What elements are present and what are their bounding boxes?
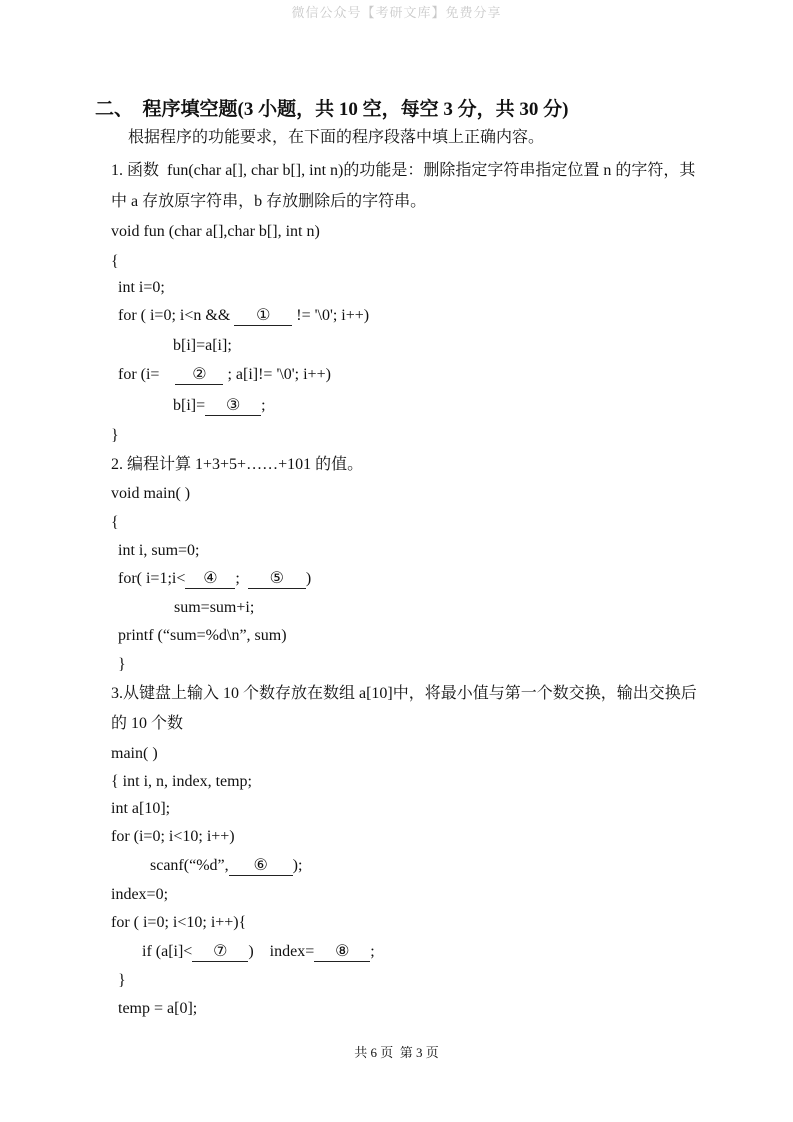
q1-description-line1: 1. 函数 fun(char a[], char b[], int n)的功能是：删除指定字符串指定位置 n 的字符，其 [111, 162, 696, 179]
q3-if-mid: ) index= [248, 943, 315, 960]
q2-printf: printf (“sum=%d\n”, sum) [118, 627, 287, 644]
q3-index-init: index=0; [111, 886, 169, 903]
q3-if-prefix: if (a[i]< [142, 943, 193, 960]
q2-for [118, 569, 311, 589]
q1-code-open-brace: { [111, 253, 119, 270]
q1-code-for2 [118, 365, 331, 385]
q3-scanf-suffix: ); [292, 857, 303, 874]
q2-title: 2. 编程计算 1+3+5+……+101 的值。 [111, 456, 364, 473]
q3-for1: for (i=0; i<10; i++) [111, 828, 235, 845]
blank-8[interactable]: ⑧ [314, 943, 370, 962]
q1-assign2-prefix: b[i]= [173, 397, 206, 414]
q2-main: void main( ) [111, 485, 191, 502]
q2-for-suffix: ) [305, 570, 312, 587]
q1-for2-suffix: ; a[i]!= '\0'; i++) [227, 366, 331, 383]
q3-array-decl: int a[10]; [111, 800, 171, 817]
q3-decl: { int i, n, index, temp; [111, 773, 252, 790]
q3-temp-assign: temp = a[0]; [118, 1000, 198, 1017]
q2-close-brace: } [118, 656, 126, 673]
q1-code-close-brace: } [111, 427, 119, 444]
blank-1[interactable]: ① [234, 307, 292, 326]
blank-5[interactable]: ⑤ [248, 570, 306, 589]
q3-description-line2: 的 10 个数 [111, 715, 184, 732]
page-footer: 共 6 页 第 3 页 [354, 1045, 439, 1060]
q1-for2-prefix: for (i= [118, 366, 160, 383]
q3-scanf-prefix: scanf(“%d”, [150, 857, 229, 874]
q3-close-brace: } [118, 972, 126, 989]
section-title: 二、 程序填空题(3 小题，共 10 空，每空 3 分，共 30 分) [95, 99, 569, 120]
q2-decl: int i, sum=0; [118, 542, 200, 559]
blank-2[interactable]: ② [175, 366, 223, 385]
q1-for1-prefix: for ( i=0; i<n && [118, 307, 231, 324]
q3-description-line1: 3.从键盘上输入 10 个数存放在数组 a[10]中，将最小值与第一个数交换，输出交换后 [111, 685, 697, 702]
q2-open-brace: { [111, 514, 119, 531]
blank-6[interactable]: ⑥ [229, 857, 293, 876]
blank-3[interactable]: ③ [205, 397, 261, 416]
q2-body: sum=sum+i; [174, 599, 255, 616]
blank-4[interactable]: ④ [185, 570, 235, 589]
instruction: 根据程序的功能要求，在下面的程序段落中填上正确内容。 [128, 129, 545, 146]
q3-main: main( ) [111, 745, 158, 762]
blank-7[interactable]: ⑦ [192, 943, 248, 962]
q1-code-assign1: b[i]=a[i]; [173, 337, 232, 354]
watermark: 微信公众号【考研文库】免费分享 [291, 5, 502, 20]
q1-code-assign2: b[i]= ③ ; [173, 397, 266, 414]
q3-scanf [150, 856, 302, 876]
q1-code-for1 [118, 306, 369, 326]
q1-code-signature: void fun (char a[],char b[], int n) [111, 223, 320, 240]
q3-for2: for ( i=0; i<10; i++){ [111, 914, 247, 931]
q3-if [142, 942, 375, 962]
q2-for-prefix: for( i=1;i< [118, 570, 186, 587]
q3-if-suffix: ; [370, 943, 375, 960]
q1-description-line2: 中 a 存放原字符串，b 存放删除后的字符串。 [111, 193, 427, 210]
q1-code-decl: int i=0; [118, 279, 165, 296]
q1-for1-suffix: != '\0'; i++) [296, 307, 370, 324]
q2-for-mid: ; [235, 570, 240, 587]
